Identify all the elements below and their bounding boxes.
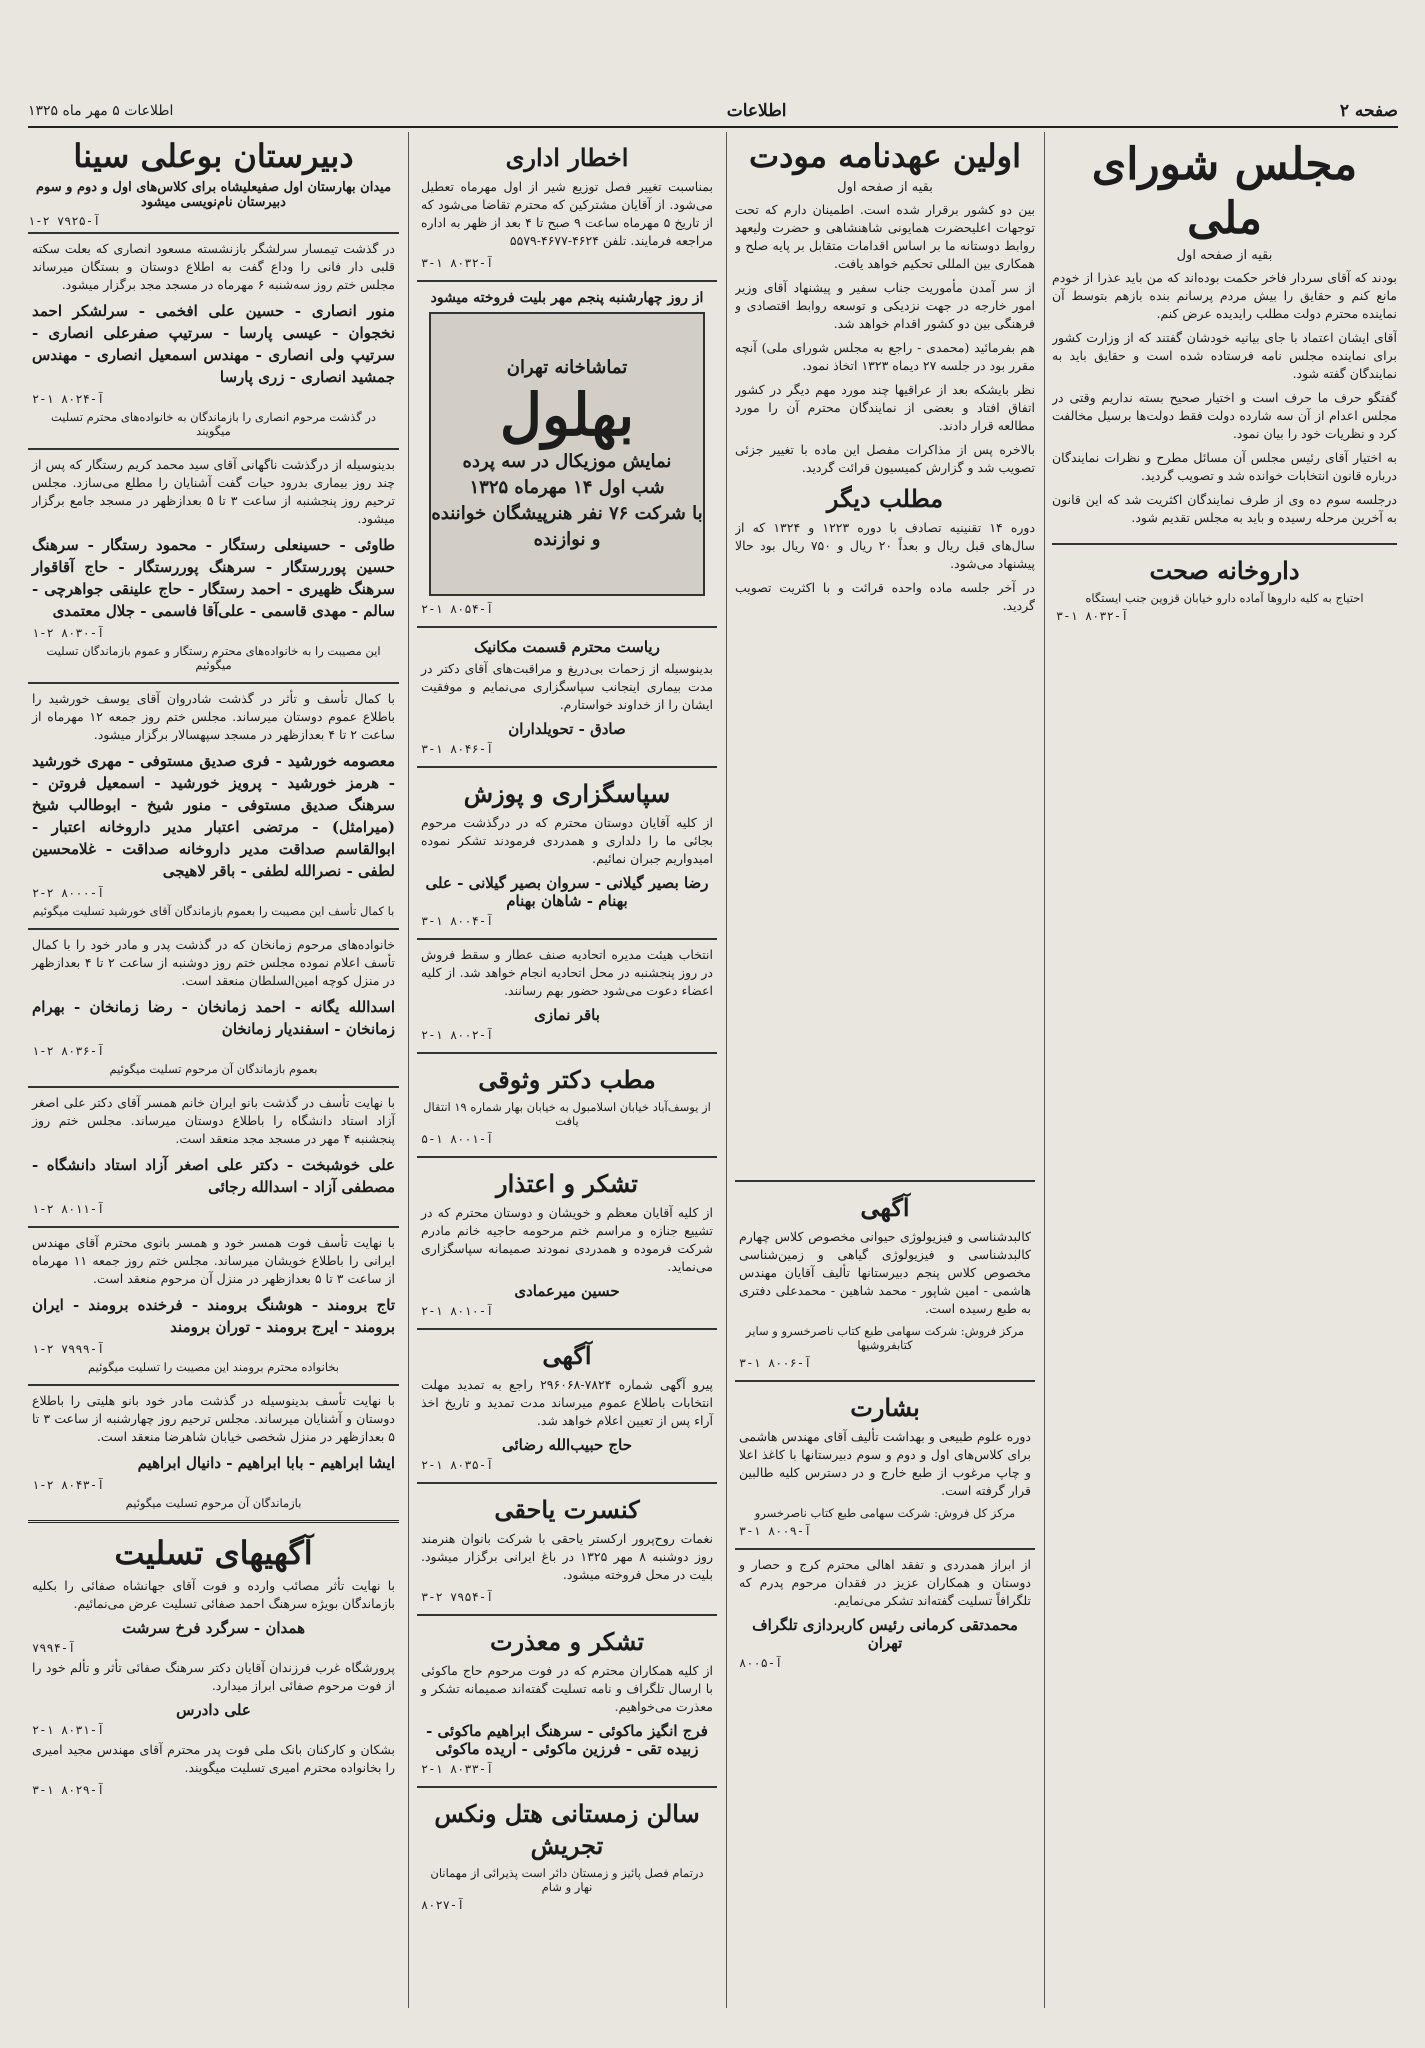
- telegraph-thanks-signature: محمدتقی کرمانی رئیس کاربردازی تلگراف تهران: [752, 1616, 1018, 1652]
- condolence-notice: [28, 232, 399, 448]
- condolence-text: با کمال تأسف و تأثر در گذشت شادروان آقای یوسف خورشید را باطلاع عموم دوستان میرساند. مجلس ختم روز جمعه ۱۲ مهرماه از ساعت ۲ تا ۴ بعدازظهر در مسجد سپهسالار برگزار میشود.: [32, 691, 395, 742]
- treaty-paragraph: بین دو کشور برقرار شده است. اطمینان دارم که تحت توجهات اعلیحضرت همایونی شاهنشاهی و حضرت ولیعهد روابط دوستانه ما بر اساس اقدامات متقابل بر پایه صلح و همکاری بین المللی تحکیم خواهد یافت.: [735, 202, 1035, 271]
- majlis-paragraph: به اختیار آقای رئیس مجلس آن مسائل مطرح و نظرات نمایندگان درباره قانون انتخابات خوانده شد و تصویب گردید.: [1052, 450, 1397, 483]
- good-news-text: دوره علوم طبیعی و بهداشت تألیف آقای مهندس هاشمی برای کلاس‌های اول و دوم و سوم دبیرستانها با کاغذ اعلا و چاپ مرغوب از طبع خارج و در دسترس کلیه طالبین قرار گرفته است.: [739, 1429, 1031, 1498]
- treaty-paragraph: نظر بایشکه بعد از عراقیها چند مورد مهم دیگر در کشور اتفاق افتاد و بعضی از نمایندگان محترم آن را مورد مطالعه قرار دادند.: [735, 382, 1035, 433]
- masthead: [28, 96, 1398, 128]
- ad-code: آ-۸۰۲۹ ۱-۳: [32, 1783, 105, 1797]
- hospital-notice-signature: صادق - تحویلداران: [508, 720, 626, 738]
- majlis-continued: بقیه از صفحه اول: [1176, 248, 1273, 263]
- majlis-paragraph: گفتگو حرف ما حرف است و اختیار صحیح بسته نداریم وقتی در مجلس اعدام از آن سه شارده دولت فقط دولت‌ها برسیل مخالفت کرد و نظریات خود را بیان نمود.: [1052, 390, 1397, 441]
- school-subtitle: میدان بهارستان اول صفیعلیشاه برای کلاس‌های اول و دوم و سوم دبیرستان نام‌نویسی میشود: [35, 180, 392, 210]
- condolence-ad-text: با نهایت تأثر مصائب وارده و فوت آقای جهانشاه صفائی را بکلیه بازماندگان بویژه سرهنگ احمد صفائی تسلیت عرض می‌نمائیم.: [32, 1578, 395, 1611]
- ad-code: آ-۸۰۳۱ ۱-۲: [32, 1723, 105, 1737]
- condolence-note: در گذشت مرحوم انصاری را بازماندگان به خانواده‌های محترم تسلیت میگویند: [50, 410, 377, 438]
- thanks-sorry-signature: حسین میرعمادی: [514, 1282, 620, 1300]
- concert-title: کنسرت یاحقی: [494, 1495, 640, 1524]
- ad-code: آ-۸۰۳۳ ۱-۲: [421, 1762, 494, 1776]
- ad-code: آ-۸۰۱۱ ۲-۱: [32, 1202, 105, 1216]
- date-line: اطلاعات ۵ مهر ماه ۱۳۲۵: [28, 103, 174, 119]
- treaty-continued: بقیه از صفحه اول: [837, 180, 933, 195]
- ad-code: آ-۸۰۳۵ ۱-۲: [421, 1458, 494, 1472]
- thanks-apology-2-text: از کلیه همکاران محترم که در فوت مرحوم حاج ماکوئی با ارسال تلگراف و نامه تسلیت گفته‌اند صمیمانه تشکر و معذرت می‌خواهیم.: [421, 1663, 713, 1714]
- condolence-note: بعموم بازماندگان آن مرحوم تسلیت میگوئیم: [109, 1062, 318, 1076]
- condolence-notice: [28, 1226, 399, 1384]
- condolence-names: اسدالله یگانه - احمد زمانخان - رضا زمانخان - بهرام زمانخان - اسفندیار زمانخان: [32, 998, 395, 1038]
- announcement-ad: [735, 1180, 1035, 1380]
- condolence-text: با نهایت تأسف در گذشت بانو ایران خانم همسر آقای دکتر علی اصغر آزاد استاد دانشگاه را باطلاع دوستان میرساند. مجلس ختم روز پنجشنبه ۴ مهر در مسجد مجد منعقد است.: [32, 1095, 395, 1146]
- treaty-title: اولین عهدنامه مودت: [748, 137, 1022, 175]
- majlis-paragraph: بودند که آقای سردار فاخر حکمت بوده‌اند که من باید عذرا از خودم مانع کنم و حقایق را بیش مردم پرسانم بنده بازهم بتوسط آن نماینده محترم دولت مطلب رایدیده عرض کنم.: [1052, 270, 1397, 321]
- movie-line: شب اول ۱۴ مهرماه ۱۳۲۵: [469, 477, 665, 498]
- condolence-notice: [28, 448, 399, 682]
- condolence-ad-text: بشکان و کارکنان بانک ملی فوت پدر محترم آقای مهندس مجید امیری را بخانواده محترم امیری تسلیت میگویند.: [32, 1742, 395, 1775]
- ad-code: آ-۸۰۲۷: [421, 1898, 465, 1912]
- ad-code: آ-۸۰۰۲ ۱-۲: [421, 1028, 494, 1042]
- admin-notice-title: اخطار اداری: [505, 143, 629, 172]
- announcement-title: آگهی: [860, 1193, 910, 1222]
- column-majlis: [1052, 132, 1397, 2008]
- ad-code: آ-۸۰۳۲ ۱-۳: [421, 256, 494, 270]
- drugstore-ad: [1052, 543, 1397, 633]
- hospital-notice-ad: [417, 626, 717, 766]
- condolence-text: در گذشت تیمسار سرلشگر بازنشسته مسعود انصاری که بعلت سکته قلبی دار فانی را وداع گفت به اطلاع دوستان و بستگان میرساند مجلس ختم روز سه‌شنبه ۶ مهرماه در مسجد مجد برگزار میشود.: [32, 241, 395, 292]
- condolence-notice: [28, 928, 399, 1086]
- announcement-text: کالبدشناسی و فیزیولوژی حیوانی مخصوص کلاس چهارم کالبدشناسی و فیزیولوژی گیاهی و زمین‌شناسی مخصوص کلاس پنجم دبیرستانها تألیف آقایان مهندس هاشمی - امین شاپور - محمد شاهین - محمدعلی دفتری به طبع رسیده است.: [739, 1229, 1031, 1316]
- ad-code: آ-۸۰۲۴ ۱-۲: [32, 392, 105, 406]
- notice-ad-title: آگهی: [542, 1341, 592, 1370]
- condolence-notice: [28, 682, 399, 928]
- notice-ad-signature: حاج حبیب‌الله رضائی: [502, 1436, 632, 1454]
- election-notice-text: انتخاب هیئت مدیره اتحادیه صنف عطار و سقط فروش در روز پنجشنبه در محل اتحادیه انجام خواهد شد. از کلیه اعضاء دعوت می‌شود حضور بهم رسانند.: [421, 947, 713, 998]
- column-ads: [417, 132, 717, 2008]
- thanks-sorry-ad: [417, 1156, 717, 1328]
- ad-code: آ-۷۹۹۴: [32, 1641, 76, 1655]
- condolence-ads-section: [28, 1520, 399, 1807]
- treaty-paragraph: هم بفرمائید (محمدی - راجع به مجلس شورای ملی) آنچه مقرر بود در جلسه ۲۷ دیماه ۱۳۲۳ اتخاذ نمود.: [735, 340, 1035, 373]
- election-notice-ad: [417, 938, 717, 1052]
- treaty-paragraph: از سر آمدن مأموریت جناب سفیر و پیشنهاد آقای وزیر امور خارجه در جهت نزدیکی و توسعه روابط اقتصادی و فرهنگی بین دو کشور اقدام خواهد شد.: [735, 280, 1035, 331]
- majlis-paragraph: آقای ایشان اعتماد با جای بیانیه خودشان گفتند که از وزارت کشور برای نماینده مجلس نامه فرستاده شده است و حقایق باید به نمایندگان گفته شود.: [1052, 330, 1397, 381]
- admin-notice-text: بمناسبت تغییر فصل توزیع شیر از اول مهرماه تعطیل می‌شود. از آقایان مشترکین که محترم تقاضا می‌شود که از تاریخ ۵ مهرماه ساعت ۹ صبح تا ۴ بعد از ظهر به اداره مراجعه فرمایند. تلفن ۴۶۲۴-۴۶۷۷-۵۵۷۹: [421, 179, 714, 248]
- condolence-text: خانواده‌های مرحوم زمانخان که در گذشت پدر و مادر خود را با کمال تأسف اعلام نموده مجلس ختم روز دوشنبه از ساعت ۲ تا ۴ بعدازظهر در منزل کوچه امین‌السلطان منعقد است.: [32, 937, 396, 988]
- drugstore-title: داروخانه صحت: [1149, 556, 1300, 585]
- hospital-notice-text: بدینوسیله از زحمات بی‌دریغ و مراقبت‌های آقای دکتر در مدت بیماری اینجانب سپاسگزاری می‌نمایم و موفقیت ایشان را از خداوند خواستارم.: [421, 661, 713, 712]
- ad-code: آ-۸۰۳۰ ۲-۱: [32, 626, 105, 640]
- ad-code: آ-۸۰۰۱ ۱-۵: [421, 1132, 494, 1146]
- ad-code: آ-۸۰۰۹ ۱-۳: [739, 1524, 812, 1538]
- thanks-sorry-text: از کلیه آقایان معظم و خویشان و دوستان محترم که در تشییع جنازه و مراسم ختم مرحومه حاجیه خانم مادرم شرکت فرموده و همدردی نمودند صمیمانه سپاسگزاری می‌نماید.: [421, 1205, 713, 1274]
- condolence-note: این مصیبت را به خانواده‌های محترم رستگار و عموم بازماندگان تسلیت میگوئیم: [46, 644, 381, 672]
- telegraph-thanks-ad: [735, 1548, 1035, 1680]
- clinic-text: از یوسف‌آباد خیابان اسلامبول به خیابان بهار شماره ۱۹ انتقال یافت: [423, 1100, 711, 1128]
- ad-code: آ-۷۹۹۹ ۲-۱: [32, 1342, 105, 1356]
- thanks-apology-text: از کلیه آقایان دوستان محترم که در درگذشت مرحوم بجائی ما را دلداری و همدردی فرمودند تشکر نموده امیدواریم جبران نمائیم.: [421, 815, 713, 866]
- majlis-paragraph: درجلسه سوم ده‌ وی از طرف نمایندگان اکثریت شد که این قانون به آخرین مرحله رسیده و باید به مجلس تقدیم شود.: [1052, 492, 1397, 525]
- condolence-ad-signature: همدان - سرگرد فرخ سرشت: [122, 1619, 305, 1637]
- telegraph-thanks-text: از ابراز همدردی و تفقد اهالی محترم کرج و حصار و دوستان و همکاران عزیز در فقدان مرحوم پدرم که تلگرافاً تسلیت گفته‌اند تشکر می‌نمایم.: [739, 1557, 1031, 1608]
- treaty-subtitle: مطلب دیگر: [826, 484, 944, 513]
- winter-hall-title: سالن زمستانی هتل ونکس تجریش: [434, 1799, 700, 1860]
- school-title: دبیرستان بوعلی سینا: [73, 137, 354, 175]
- clinic-title: مطب دکتر وثوقی: [478, 1065, 656, 1094]
- condolence-names: منور انصاری - حسین علی افخمی - سرلشکر احمد نخجوان - عیسی پارسا - سرتیپ صفرعلی انصاری - سرتیپ ولی انصاری - مهندس اسمعیل انصاری - مهندس جمشید انصاری - زری پارسا: [32, 302, 395, 386]
- condolence-note: با کمال تأسف این مصیبت را بعموم بازماندگان آقای خورشید تسلیت میگوئیم: [32, 904, 395, 918]
- notice-ad: [417, 1328, 717, 1482]
- hospital-notice-title: ریاست محترم قسمت مکانیک: [474, 638, 660, 656]
- majlis-title: مجلس شورای ملی: [1091, 139, 1358, 244]
- ad-code: آ-۸۰۱۰ ۱-۲: [421, 1304, 494, 1318]
- condolence-note: بخانواده محترم برومند این مصیبت را تسلیت میگوئیم: [87, 1360, 340, 1374]
- column-condolences: [28, 132, 399, 2008]
- condolence-notice: [28, 1086, 399, 1226]
- thanks-apology-2-title: تشکر و معذرت: [489, 1627, 645, 1656]
- ad-code: آ-۸۰۰۵: [739, 1656, 783, 1670]
- treaty-paragraph: بالاخره پس از مذاکرات مفصل این ماده با تغییر جزئی تصویب شد و گزارش کمیسیون قرائت گردید.: [735, 442, 1035, 475]
- newspaper-name: اطلاعات: [726, 101, 787, 121]
- notice-ad-text: پیرو آگهی شماره ۷۸۲۴-۲۹۶۰۶۸ راجع به تمدید مهلت انتخابات باطلاع عموم میرساند مدت تمدید و تاریخ اخذ آراء پس از تعیین اعلام خواهد شد.: [421, 1377, 713, 1428]
- ad-code: آ-۸۰۴۶ ۱-۳: [421, 742, 494, 756]
- condolence-note: بازماندگان آن مرحوم تسلیت میگوئیم: [125, 1496, 302, 1510]
- condolence-notice: [28, 1384, 399, 1520]
- page-label: صفحه ۲: [1339, 101, 1398, 121]
- ad-code: آ-۸۰۰۰ ۲-۲: [32, 886, 105, 900]
- ad-code: آ-۷۹۲۵ ۲-۱: [28, 214, 101, 228]
- drugstore-text: احتیاج به کلیه داروها آماده دارو خیابان قزوین جنب ایستگاه: [1085, 591, 1364, 605]
- condolence-text: با نهایت تأسف بدینوسیله در گذشت مادر خود بانو هلیتی را باطلاع دوستان و آشنایان میرساند. مجلس ترحیم روز چهارشنبه از ساعت ۳ تا ۵ بعدازظهر در منزل شخصی خیابان شاهرضا منعقد است.: [32, 1393, 395, 1444]
- thanks-apology-ad: [417, 766, 717, 938]
- condolence-names: ایشا ابراهیم - بابا ابراهیم - دانیال ابراهیم: [137, 1454, 395, 1472]
- movie-title: بهلول: [499, 381, 635, 449]
- election-notice-signature: باقر نمازی: [534, 1006, 600, 1024]
- ad-code: آ-۷۹۵۴ ۲-۳: [421, 1590, 494, 1604]
- ad-code: آ-۸۰۰۴ ۱-۳: [421, 914, 494, 928]
- ad-code: آ-۸۰۴۳ ۲-۱: [32, 1478, 105, 1492]
- thanks-apology-signature: رضا بصیر گیلانی - سروان بصیر گیلانی - علی بهنام - شاهان بهنام: [425, 874, 709, 910]
- movie-line: نمایش موزیکال در سه پرده: [462, 451, 672, 472]
- thanks-sorry-title: تشکر و اعتذار: [496, 1169, 638, 1198]
- movie-ad-header: از روز چهارشنبه پنجم مهر بلیت فروخته میشود: [430, 290, 704, 306]
- column-treaty-ads: [735, 1180, 1035, 2008]
- ad-code: آ-۸۰۰۶ ۱-۳: [739, 1356, 812, 1370]
- good-news-text-2: مرکز کل فروش: شرکت سهامی طبع کتاب ناصرخسرو: [754, 1506, 1016, 1520]
- winter-hall-ad: [417, 1786, 717, 1922]
- concert-ad: [417, 1482, 717, 1614]
- condolence-names: معصومه خورشید - فری صدیق مستوفی - مهری خورشید - هرمز خورشید - پرویز خورشید - اسمعیل فروتن - سرهنگ صدیق مستوفی - منور شیخ - ابوطالب شیخ (میرامثل) - مرتضی اعتبار مدیر داروخانه اعتبار - ابوالقاسم صداقت مدیر داروخانه صداقت - غلامحسین لطفی - نصرالله لطفی - باقر لاهیجی: [32, 752, 395, 880]
- thanks-apology-2-signature: فرج انگیز ماکوئی - سرهنگ ابراهیم ماکوئی - زبیده تقی - فرزین ماکوئی - اریده ماکوئی: [426, 1722, 708, 1758]
- column-divider: [1044, 132, 1045, 2008]
- condolence-ads-title: آگهیهای تسلیت: [114, 1534, 313, 1572]
- good-news-title: بشارت: [850, 1393, 920, 1422]
- ad-code: آ-۸۰۵۴ ۱-۲: [421, 602, 494, 616]
- thanks-apology-2-ad: [417, 1614, 717, 1786]
- column-divider: [408, 132, 409, 2008]
- condolence-names: طاوئی - حسینعلی رستگار - محمود رستگار - سرهنگ حسین پوررستگار - سرهنگ پوررستگار - حاج آقاقوار سرهنگ ظهیری - احمد رستگار - حاج علینقی جواهرچی - سالم - مهدی قاسمی - علی‌آقا فاسمی - جلال معتمدی: [32, 536, 395, 620]
- winter-hall-text: درتمام فصل پائیز و زمستان دائر است پذیرائی از مهمانان نهار و شام: [430, 1866, 704, 1894]
- announcement-text-2: مرکز فروش: شرکت سهامی طبع کتاب ناصرخسرو و سایر کتابفروشیها: [745, 1324, 1025, 1352]
- admin-notice-ad: [417, 132, 717, 280]
- movie-ad: [417, 280, 717, 626]
- ad-code: آ-۸۰۳۶ ۲-۱: [32, 1044, 105, 1058]
- thanks-apology-title: سپاسگزاری و پوزش: [463, 779, 671, 808]
- condolence-ad-signature: علی دادرس: [176, 1701, 251, 1719]
- good-news-ad: [735, 1380, 1035, 1548]
- ad-code: آ-۸۰۳۲ ۱-۳: [1056, 609, 1129, 623]
- condolence-ad-text: پرورشگاه غرب فرزندان آقایان دکتر سرهنگ صفائی تأثر و تألم خود را از فوت مرحوم صفائی ابراز میدارد.: [32, 1660, 395, 1693]
- clinic-ad: [417, 1052, 717, 1156]
- concert-text: نغمات روح‌پرور ارکستر یاحقی با شرکت بانوان هنرمند روز دوشنبه ۸ مهر ۱۳۲۵ در باغ ایرانی برگزار میشود. بلیت در محل فروخته میشود.: [421, 1531, 713, 1582]
- condolence-names: علی خوشبخت - دکتر علی اصغر آزاد استاد دانشگاه - مصطفی آزاد - اسدالله رجائی: [32, 1156, 395, 1196]
- condolence-names: تاج برومند - هوشنگ برومند - فرخنده برومند - ایران برومند - ایرج برومند - توران برومند: [32, 1296, 395, 1336]
- movie-theater: تماشاخانه تهران: [506, 357, 628, 378]
- column-divider: [726, 132, 727, 2008]
- treaty-sub-paragraph: در آخر جلسه ماده واحده قرائت و با اکثریت تصویب گردید.: [735, 580, 1035, 613]
- condolence-text: بدینوسیله از درگذشت ناگهانی آقای سید محمد کریم رستگار که پس از چند روز بیماری بدرود حیات گفت آشنایان را مطلع می‌سازد. مجلس ترحیم روز پنجشنبه از ساعت ۳ تا ۵ بعدازظهر در مسجد جامع برگزار میشود.: [32, 457, 395, 526]
- movie-poster: [429, 312, 705, 596]
- movie-line: با شرکت ۷۶ نفر هنرپیشگان خواننده و نوازنده: [431, 503, 703, 550]
- condolence-text: با نهایت تأسف فوت همسر خود و همسر بانوی محترم آقای مهندس ایرانی را باطلاع خویشان میرساند. مجلس ختم روز جمعه ۱۱ مهرماه از ساعت ۳ تا ۵ بعدازظهر در منزل آن مرحوم منعقد است.: [32, 1235, 395, 1286]
- treaty-sub-paragraph: دوره ۱۴ تقنینیه تصادف با دوره ۱۲۲۳ و ۱۳۲۴ که از سال‌های قبل ریال و بعداً ۲۰ ریال و ۷۵۰ ریال بود حالا پیشنهاد می‌شود.: [735, 520, 1035, 571]
